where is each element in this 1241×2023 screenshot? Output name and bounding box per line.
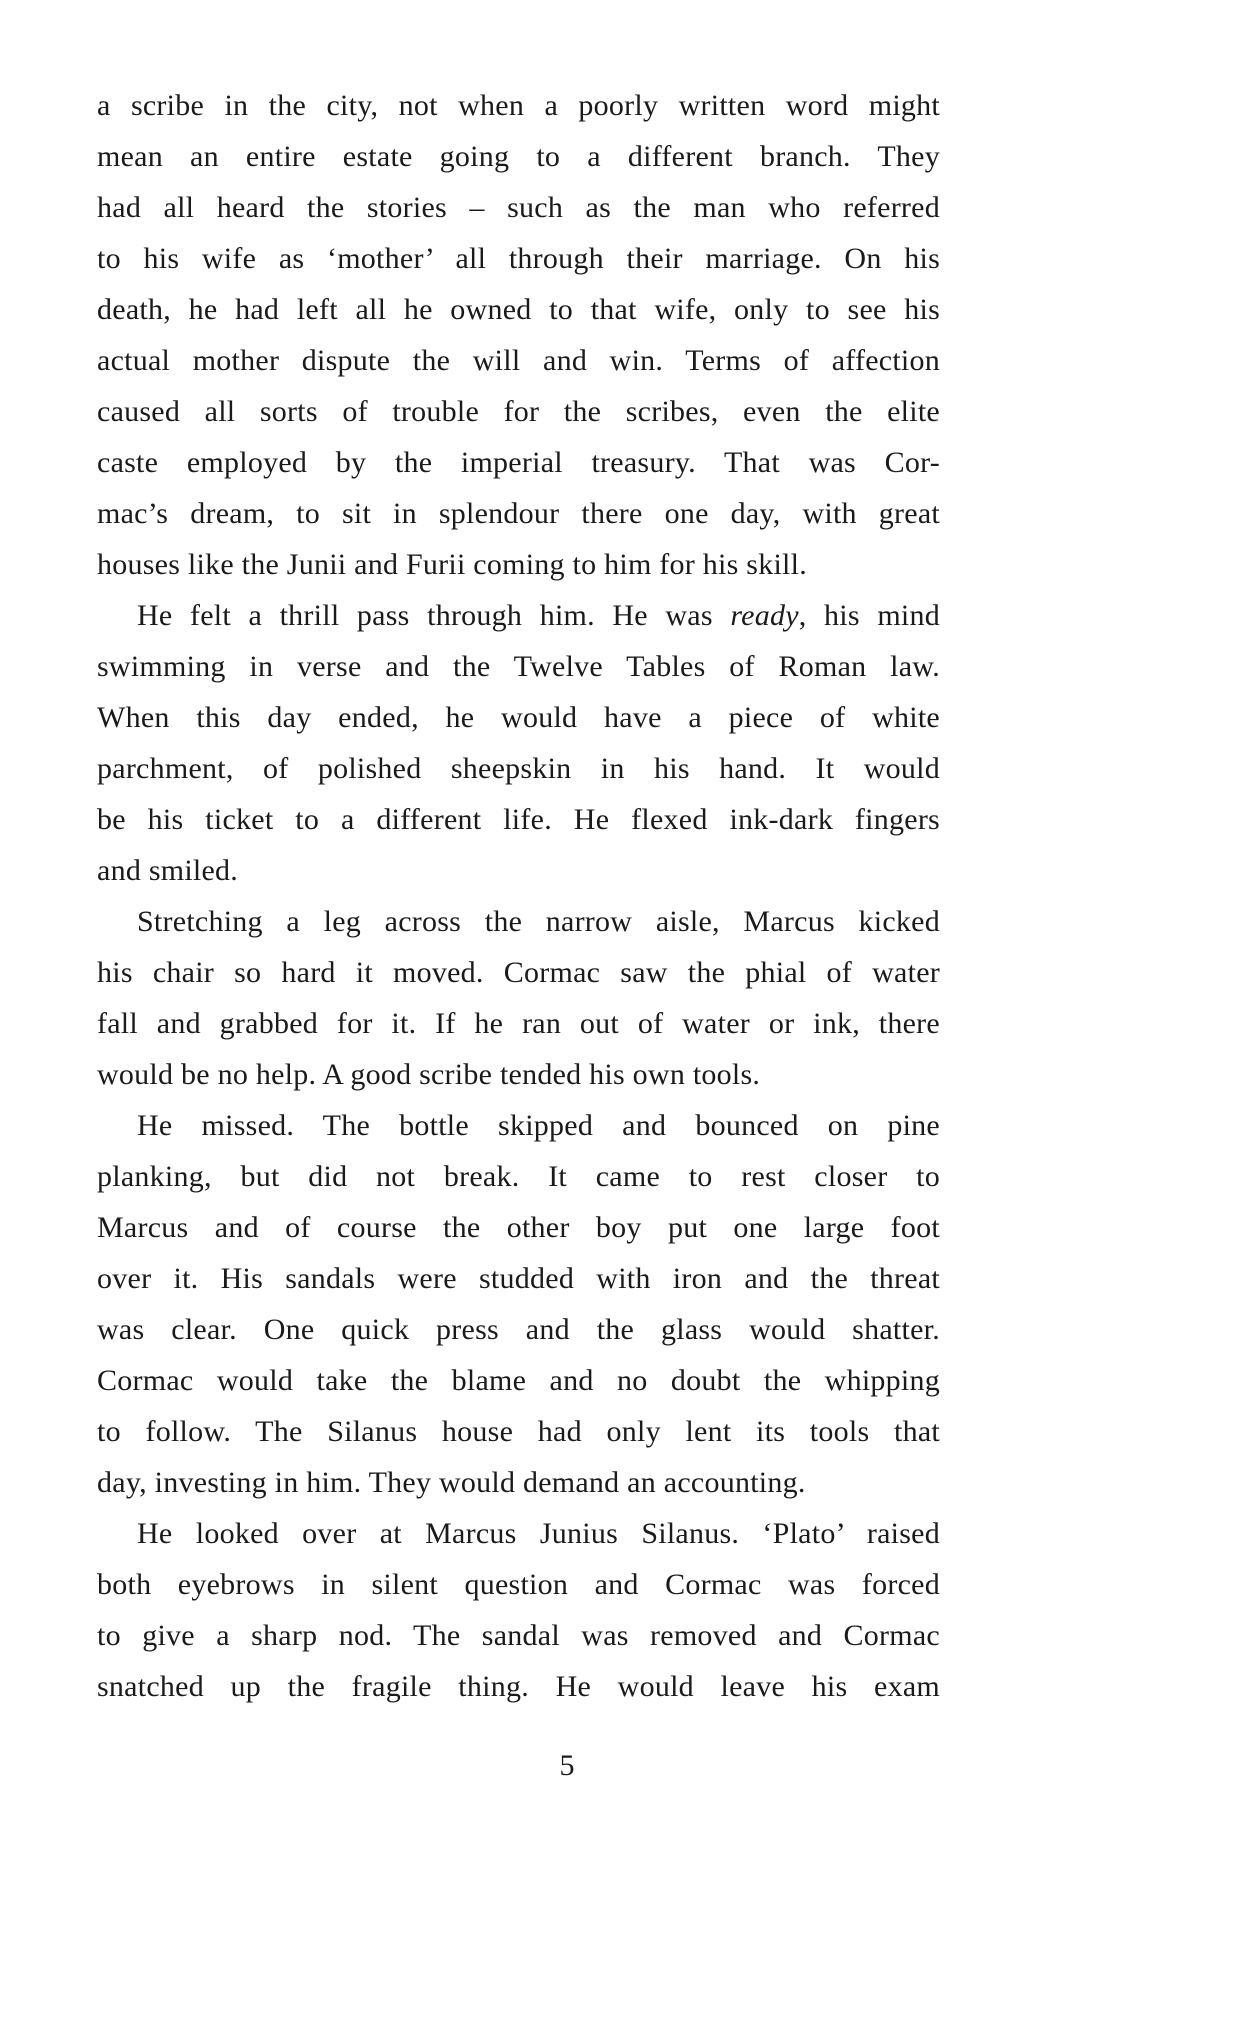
text-run: caste employed by the imperial treasury. That was Cor- xyxy=(97,446,940,479)
text-line xyxy=(97,1457,940,1508)
paragraph xyxy=(97,80,940,590)
text-run: a scribe in the city, not when a poorly written word might xyxy=(97,89,940,122)
text-run: be his ticket to a different life. He flexed ink-dark fingers xyxy=(97,803,940,836)
text-run: mac’s dream, to sit in splendour there one day, with great xyxy=(97,497,940,530)
text-run: swimming in verse and the Twelve Tables of Roman law. xyxy=(97,650,940,683)
text-line xyxy=(97,1559,940,1610)
text-line xyxy=(97,1253,940,1304)
text-line xyxy=(97,1661,940,1712)
text-line xyxy=(97,896,940,947)
text-run: to follow. The Silanus house had only lent its tools that xyxy=(97,1415,940,1448)
text-run: snatched up the fragile thing. He would leave his exam xyxy=(97,1670,940,1703)
text-run: and smiled. xyxy=(97,854,239,887)
text-line xyxy=(97,182,940,233)
text-line xyxy=(97,1151,940,1202)
text-run: He missed. The bottle skipped and bounced on pine xyxy=(137,1109,940,1142)
text-line xyxy=(97,284,940,335)
paragraph xyxy=(97,1100,940,1508)
text-run: death, he had left all he owned to that wife, only to see his xyxy=(97,293,940,326)
text-line xyxy=(97,1508,940,1559)
text-line xyxy=(97,437,940,488)
text-run: houses like the Junii and Furii coming to him for his skill. xyxy=(97,548,807,581)
text-line xyxy=(97,1355,940,1406)
text-run: caused all sorts of trouble for the scribes, even the elite xyxy=(97,395,940,428)
text-line xyxy=(97,335,940,386)
text-run: over it. His sandals were studded with iron and the threat xyxy=(97,1262,940,1295)
text-line xyxy=(97,692,940,743)
text-line xyxy=(97,80,940,131)
text-run: He felt a thrill pass through him. He was xyxy=(137,599,731,632)
text-line xyxy=(97,998,940,1049)
text-run: would be no help. A good scribe tended his own tools. xyxy=(97,1058,761,1091)
text-line xyxy=(97,488,940,539)
text-line xyxy=(97,539,940,590)
text-line xyxy=(97,1049,940,1100)
text-line xyxy=(97,1100,940,1151)
text-line xyxy=(97,1304,940,1355)
text-line xyxy=(97,794,940,845)
text-run: to his wife as ‘mother’ all through their marriage. On his xyxy=(97,242,940,275)
text-line xyxy=(97,641,940,692)
text-line xyxy=(97,947,940,998)
paragraph xyxy=(97,1508,940,1712)
text-line xyxy=(97,233,940,284)
text-run: fall and grabbed for it. If he ran out of water or ink, there xyxy=(97,1007,940,1040)
paragraph xyxy=(97,590,940,896)
text-run: his chair so hard it moved. Cormac saw the phial of water xyxy=(97,956,940,989)
text-line xyxy=(97,131,940,182)
page-text xyxy=(97,80,940,1712)
text-line xyxy=(97,1406,940,1457)
page-number: 5 xyxy=(559,1749,575,1782)
text-run: Cormac would take the blame and no doubt the whipping xyxy=(97,1364,940,1397)
text-run: to give a sharp nod. The sandal was removed and Cormac xyxy=(97,1619,940,1652)
text-run: , his mind xyxy=(798,599,940,632)
text-line xyxy=(97,845,940,896)
text-run: was clear. One quick press and the glass would shatter. xyxy=(97,1313,940,1346)
italic-text-run: ready xyxy=(730,599,799,632)
text-line xyxy=(97,1202,940,1253)
text-run: actual mother dispute the will and win. Terms of affection xyxy=(97,344,940,377)
text-line xyxy=(97,590,940,641)
text-line xyxy=(97,1610,940,1661)
text-run: had all heard the stories – such as the man who referred xyxy=(97,191,940,224)
text-run: planking, but did not break. It came to rest closer to xyxy=(97,1160,940,1193)
text-run: When this day ended, he would have a piece of white xyxy=(97,701,940,734)
paragraph xyxy=(97,896,940,1100)
text-line xyxy=(97,743,940,794)
text-line xyxy=(97,386,940,437)
text-run: Stretching a leg across the narrow aisle, Marcus kicked xyxy=(137,905,940,938)
text-run: parchment, of polished sheepskin in his hand. It would xyxy=(97,752,940,785)
text-run: both eyebrows in silent question and Cormac was forced xyxy=(97,1568,940,1601)
text-run: mean an entire estate going to a different branch. They xyxy=(97,140,940,173)
text-run: Marcus and of course the other boy put one large foot xyxy=(97,1211,940,1244)
text-run: day, investing in him. They would demand an accounting. xyxy=(97,1466,806,1499)
text-run: He looked over at Marcus Junius Silanus. ‘Plato’ raised xyxy=(137,1517,940,1550)
